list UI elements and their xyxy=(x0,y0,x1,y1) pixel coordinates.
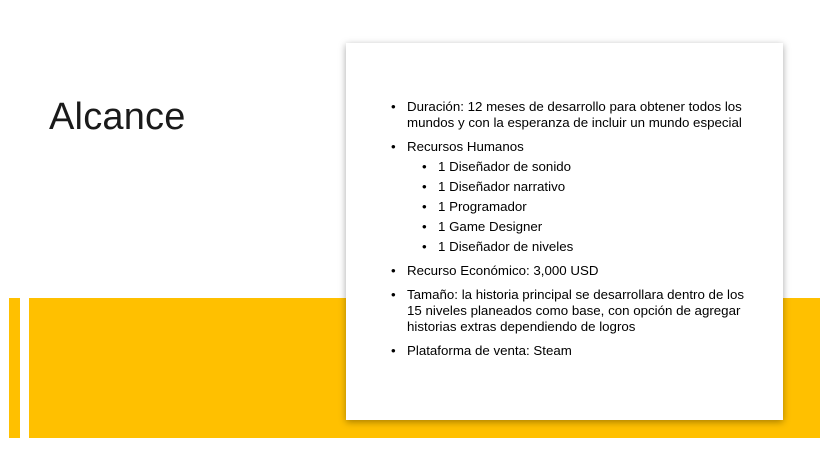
sub-bullet-item: • 1 Diseñador de niveles xyxy=(407,239,748,255)
bullet-plataforma: • Plataforma de venta: Steam xyxy=(376,343,748,359)
bullet-list-container xyxy=(376,99,748,367)
bullet-recursos-humanos xyxy=(376,139,748,255)
slide-title: Alcance xyxy=(49,96,186,138)
sub-bullet-list xyxy=(407,159,748,255)
bullet-tamano: • Tamaño: la historia principal se desarrollara dentro de los 15 niveles planeados como base, con opción de agregar historias extras dependiendo de logros xyxy=(376,287,748,335)
bullet-list xyxy=(376,99,748,359)
sub-bullet-item: • 1 Diseñador de sonido xyxy=(407,159,748,175)
content-card xyxy=(346,43,783,420)
bullet-recurso-economico: • Recurso Económico: 3,000 USD xyxy=(376,263,748,279)
sub-bullet-item: • 1 Game Designer xyxy=(407,219,748,235)
bullet-duracion: • Duración: 12 meses de desarrollo para obtener todos los mundos y con la esperanza de incluir un mundo especial xyxy=(376,99,748,131)
sub-bullet-item: • 1 Diseñador narrativo xyxy=(407,179,748,195)
bullet-recursos-humanos-label: Recursos Humanos xyxy=(407,139,524,154)
accent-band-small xyxy=(9,298,20,438)
sub-bullet-item: • 1 Programador xyxy=(407,199,748,215)
